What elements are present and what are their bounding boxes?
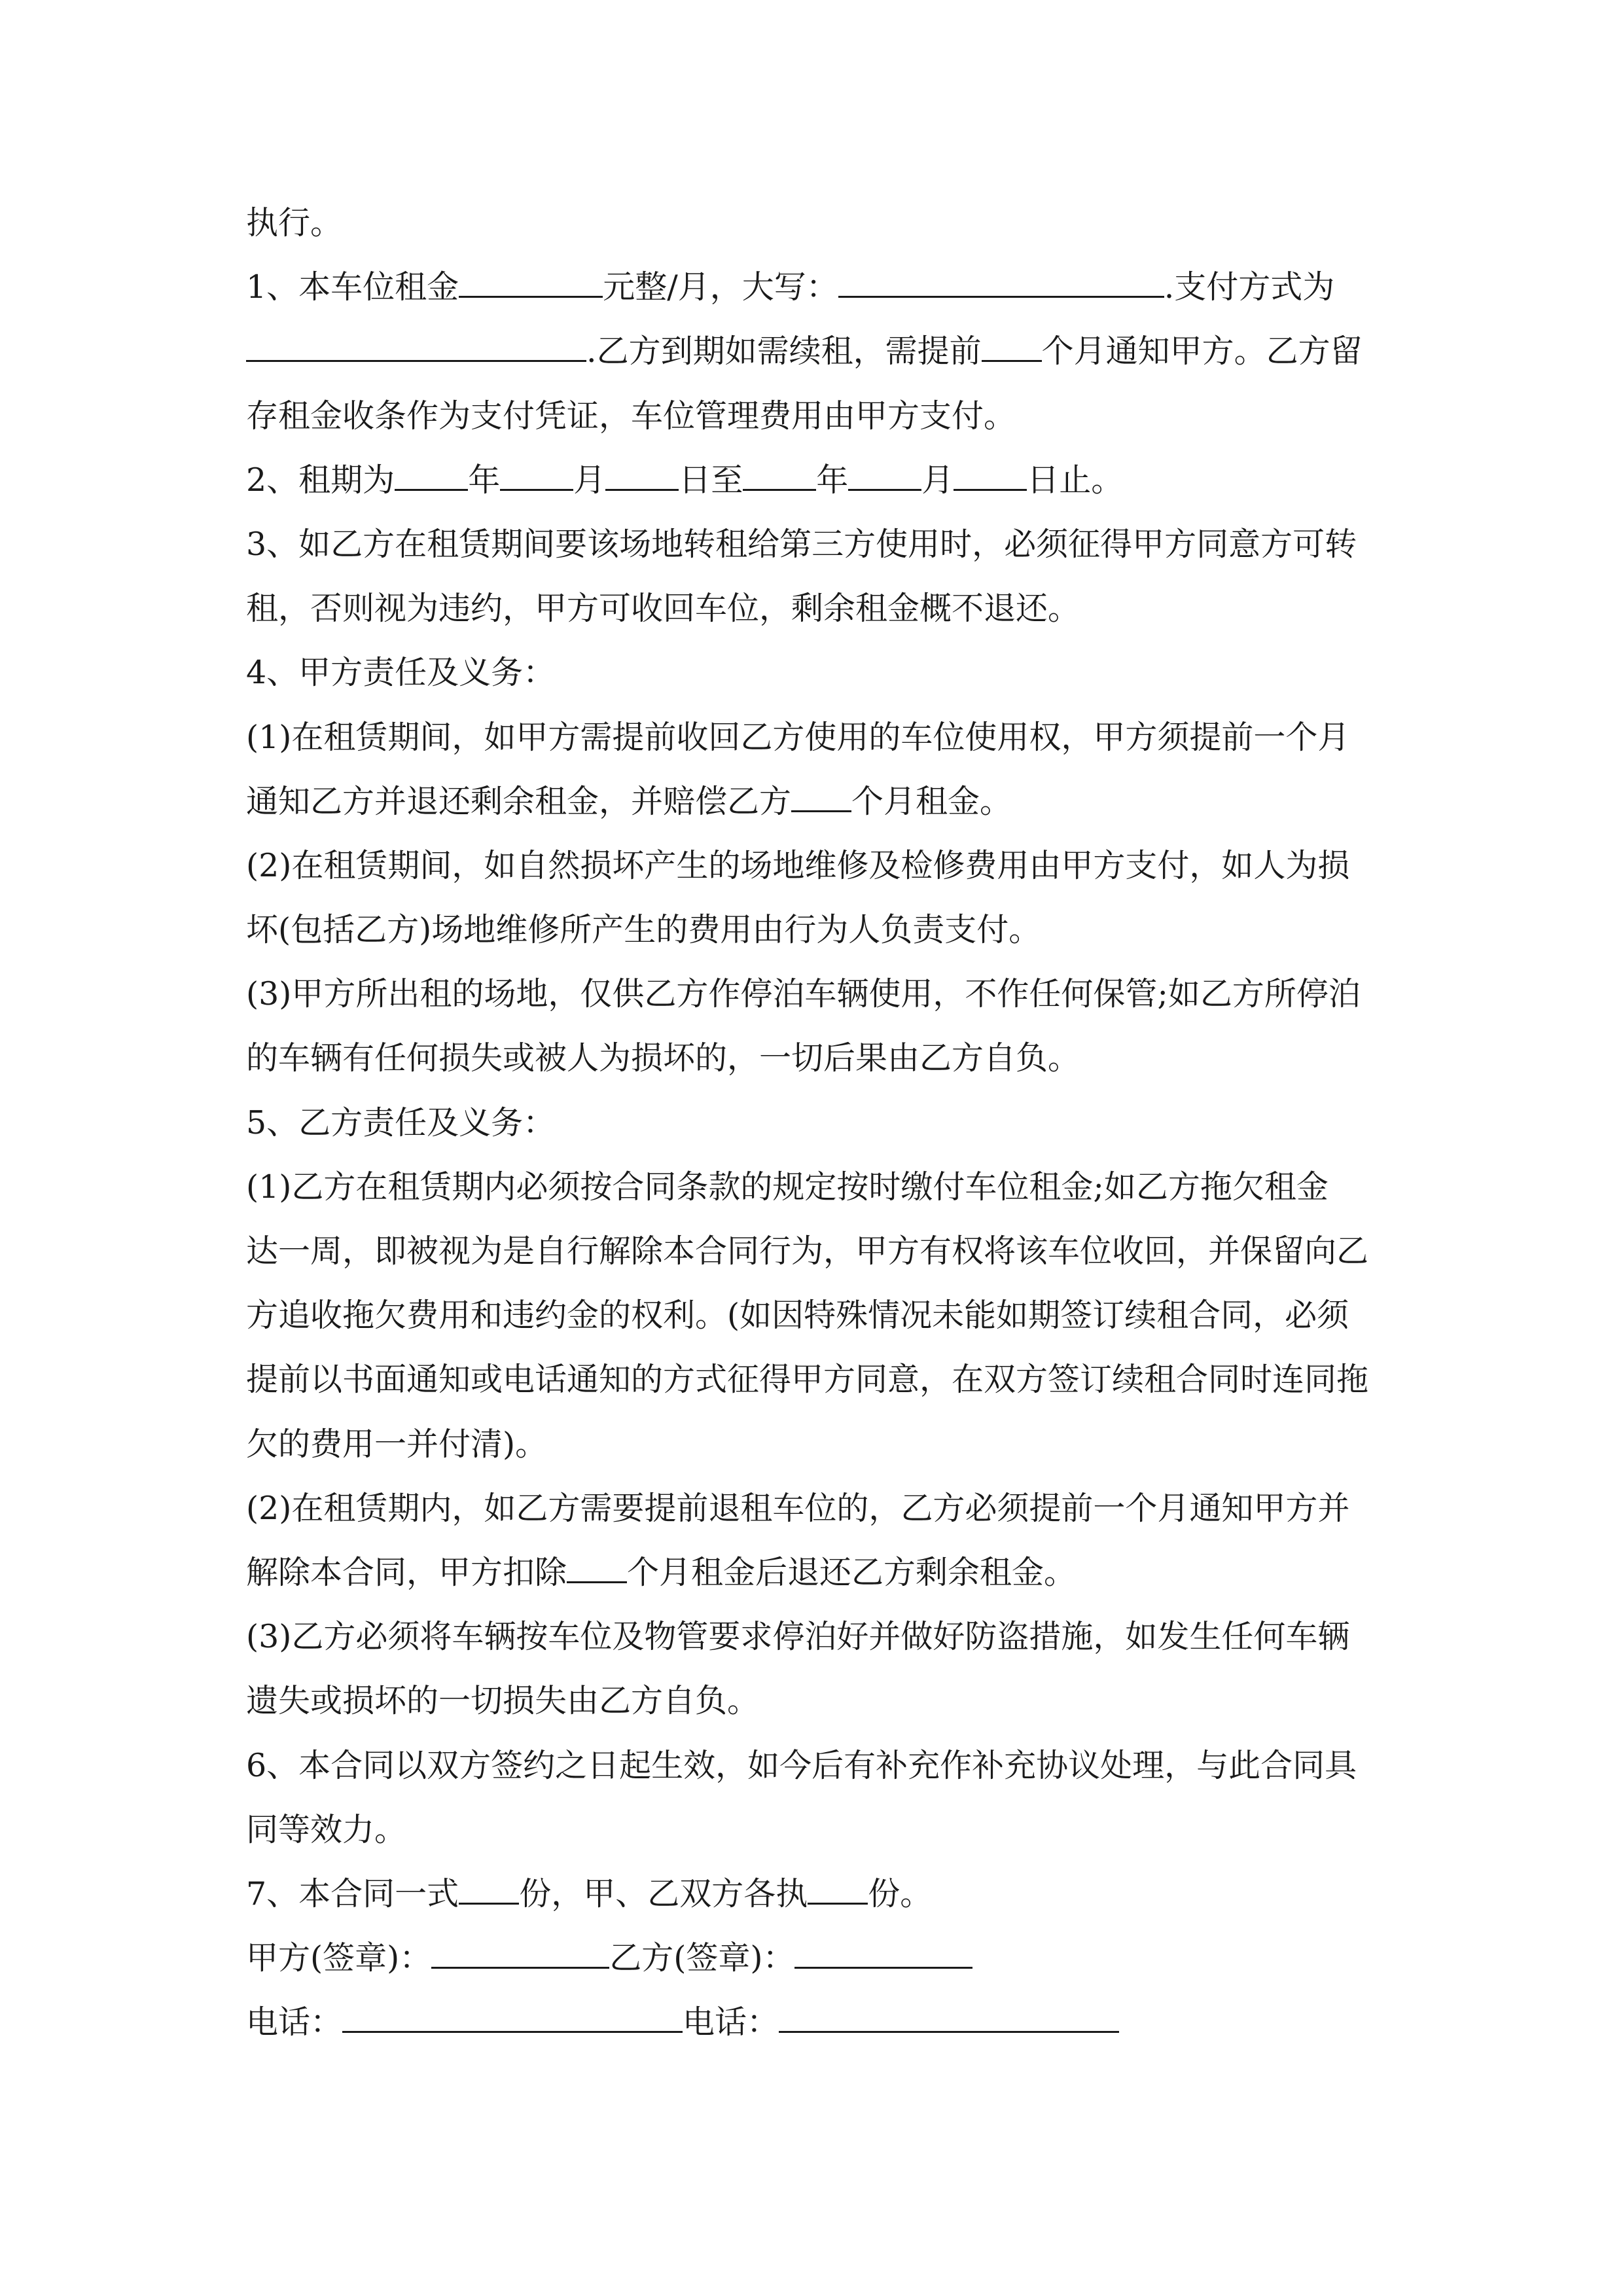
party-a-signature-blank [431, 1938, 609, 1969]
party-b-phone-label: 电话： [683, 2003, 779, 2041]
text-line [246, 512, 1378, 577]
compensation-line [246, 770, 1378, 834]
text-line [246, 1348, 1378, 1412]
line-text: .支付方式为 [1164, 268, 1335, 306]
phone-line [246, 1990, 1378, 2054]
notice-months-blank [982, 331, 1042, 362]
line-text: 达一周，即被视为是自行解除本合同行为，甲方有权将该车位收回，并保留向乙 [246, 1232, 1369, 1270]
line-text: 的车辆有任何损失或被人为损坏的，一切后果由乙方自负。 [246, 1039, 1080, 1077]
party-b-signature-blank [794, 1938, 972, 1969]
line-text: 提前以书面通知或电话通知的方式征得甲方同意，在双方签订续租合同时连同拖 [246, 1361, 1369, 1399]
lease-period-line [246, 448, 1378, 512]
line-text: (2)在租赁期内，如乙方需要提前退租车位的，乙方必须提前一个月通知甲方并 [246, 1489, 1350, 1527]
each-copies-blank [808, 1874, 868, 1905]
party-b-signature-label: 乙方(签章)： [609, 1939, 795, 1977]
total-copies-blank [459, 1874, 519, 1905]
text-line [246, 1798, 1378, 1862]
text-line [246, 1734, 1378, 1798]
line-text: 个月通知甲方。乙方留 [1041, 332, 1363, 370]
rent-amount-line [246, 255, 1378, 319]
payment-method-blank [246, 331, 586, 362]
line-text: 年 [468, 461, 501, 499]
deduction-months-blank [567, 1552, 627, 1583]
compensation-months-blank [791, 781, 851, 812]
line-text: (2)在租赁期间，如自然损坏产生的场地维修及检修费用由甲方支付，如人为损 [246, 846, 1350, 884]
text-line [246, 577, 1378, 641]
payment-method-line [246, 319, 1378, 384]
section-heading [246, 641, 1378, 705]
line-text: 4、甲方责任及义务： [246, 654, 556, 692]
line-text: 同等效力。 [246, 1810, 407, 1848]
party-a-phone-blank [342, 2002, 683, 2033]
start-month-blank [500, 460, 573, 491]
text-line [246, 191, 1378, 255]
line-text: 元整/月，大写： [603, 268, 838, 306]
line-text: 1、本车位租金 [246, 268, 459, 306]
end-day-blank [954, 460, 1027, 491]
line-text: 5、乙方责任及义务： [246, 1103, 556, 1141]
line-text: 欠的费用一并付清)。 [246, 1425, 548, 1463]
text-line [246, 834, 1378, 898]
start-year-blank [395, 460, 468, 491]
line-text: 月 [573, 461, 606, 499]
text-line [246, 384, 1378, 448]
line-text: 月 [921, 461, 954, 499]
text-line [246, 1477, 1378, 1541]
end-month-blank [848, 460, 921, 491]
party-b-phone-blank [779, 2002, 1119, 2033]
rent-uppercase-blank [838, 267, 1164, 298]
line-text: 存租金收条作为支付凭证，车位管理费用由甲方支付。 [246, 397, 1016, 435]
signature-line [246, 1926, 1378, 1990]
line-text: 2、租期为 [246, 461, 395, 499]
line-text: 6、本合同以双方签约之日起生效，如今后有补充作补充协议处理，与此合同具 [246, 1746, 1357, 1784]
text-line [246, 1605, 1378, 1669]
line-text: .乙方到期如需续租，需提前 [586, 332, 982, 370]
text-line [246, 1026, 1378, 1090]
party-a-phone-label: 电话： [246, 2003, 343, 2041]
end-year-blank [743, 460, 816, 491]
contract-body [246, 191, 1378, 2054]
line-text: 执行。 [246, 204, 343, 242]
line-text: 日止。 [1027, 461, 1124, 499]
line-text: 解除本合同，甲方扣除 [246, 1553, 567, 1591]
line-text: (1)乙方在租赁期内必须按合同条款的规定按时缴付车位租金;如乙方拖欠租金 [246, 1168, 1329, 1206]
line-text: 份。 [868, 1874, 933, 1912]
text-line [246, 962, 1378, 1026]
line-text: 租，否则视为违约，甲方可收回车位，剩余租金概不退还。 [246, 590, 1080, 628]
line-text: 通知乙方并退还剩余租金，并赔偿乙方 [246, 782, 792, 820]
line-text: 个月租金。 [851, 782, 1012, 820]
text-line [246, 706, 1378, 770]
line-text: 坏(包括乙方)场地维修所产生的费用由行为人负责支付。 [246, 911, 1041, 949]
line-text: 7、本合同一式 [246, 1874, 459, 1912]
text-line [246, 1219, 1378, 1283]
line-text: (3)乙方必须将车辆按车位及物管要求停泊好并做好防盗措施，如发生任何车辆 [246, 1618, 1350, 1656]
line-text: 个月租金后退还乙方剩余租金。 [627, 1553, 1077, 1591]
line-text: 份，甲、乙双方各执 [519, 1874, 808, 1912]
rent-amount-blank [459, 267, 603, 298]
text-line [246, 898, 1378, 962]
line-text: 年 [816, 461, 849, 499]
line-text: 方追收拖欠费用和违约金的权利。(如因特殊情况未能如期签订续租合同，必须 [246, 1297, 1349, 1335]
text-line [246, 1283, 1378, 1348]
copies-line [246, 1862, 1378, 1926]
line-text: 日至 [679, 461, 743, 499]
section-heading [246, 1091, 1378, 1155]
line-text: 遗失或损坏的一切损失由乙方自负。 [246, 1682, 760, 1720]
line-text: 3、如乙方在租赁期间要该场地转租给第三方使用时，必须征得甲方同意方可转 [246, 525, 1357, 563]
line-text: (1)在租赁期间，如甲方需提前收回乙方使用的车位使用权，甲方须提前一个月 [246, 718, 1350, 756]
deduction-line [246, 1541, 1378, 1605]
text-line [246, 1155, 1378, 1219]
text-line [246, 1412, 1378, 1477]
start-day-blank [605, 460, 679, 491]
line-text: (3)甲方所出租的场地，仅供乙方作停泊车辆使用，不作任何保管;如乙方所停泊 [246, 975, 1361, 1013]
text-line [246, 1669, 1378, 1733]
party-a-signature-label: 甲方(签章)： [246, 1939, 432, 1977]
